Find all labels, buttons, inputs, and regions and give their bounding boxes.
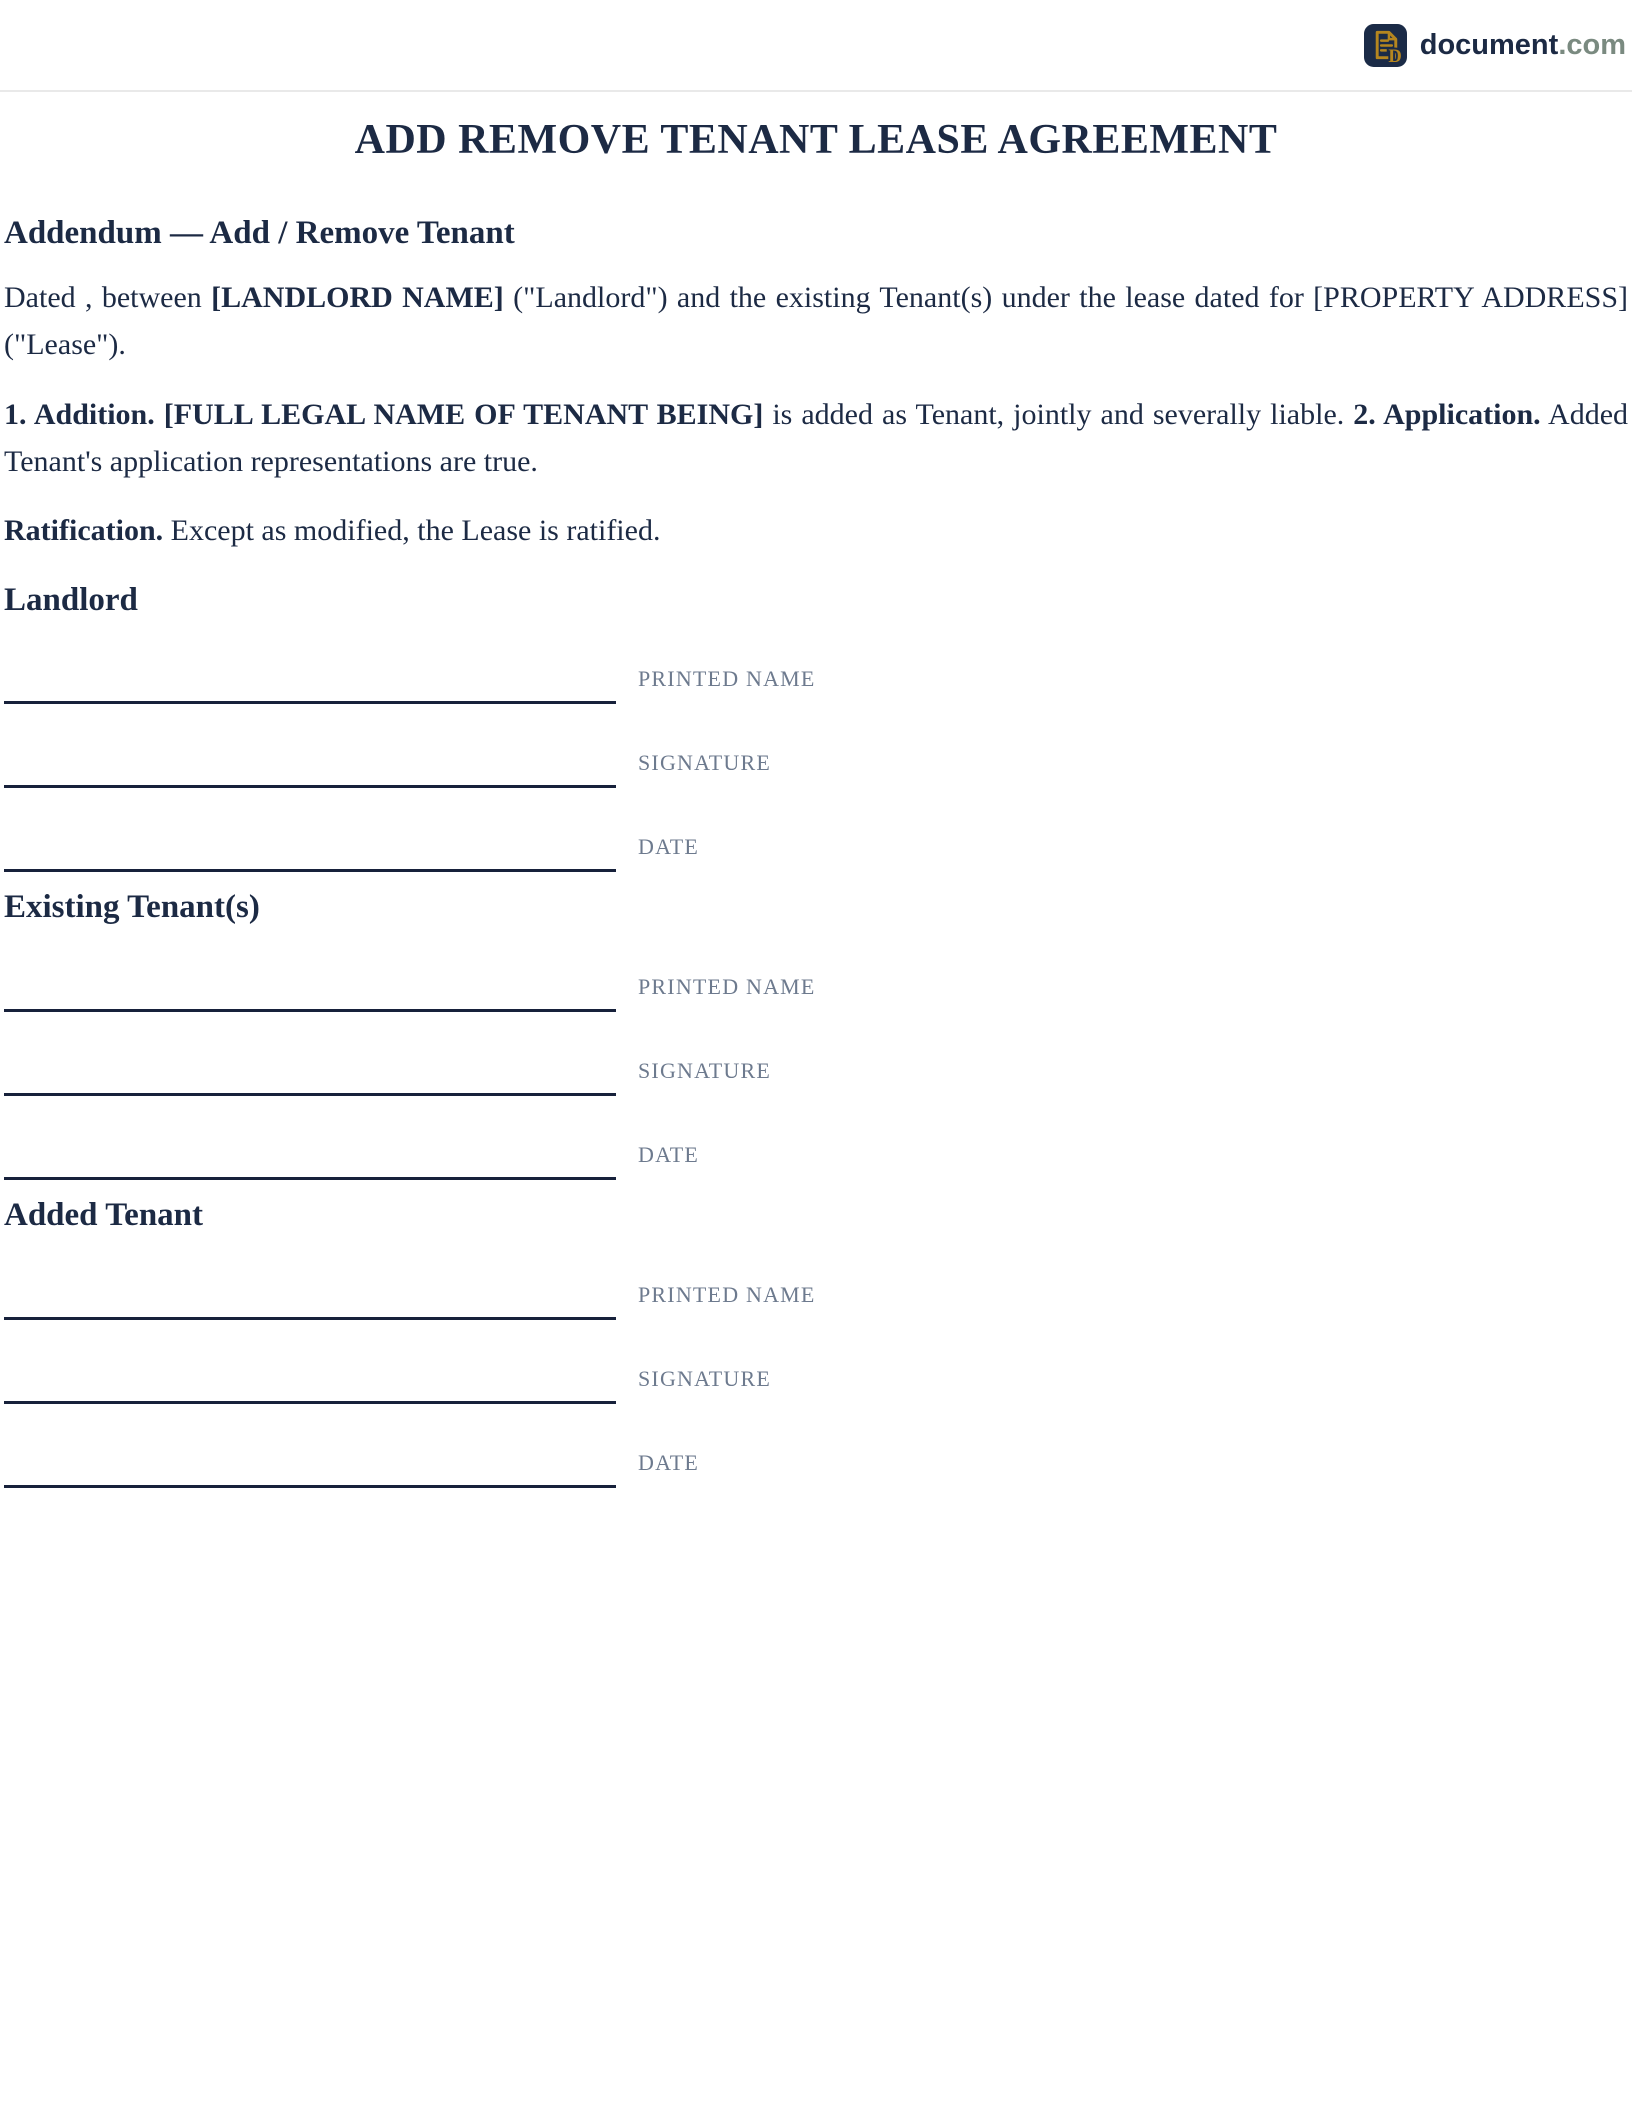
- date-line[interactable]: [4, 788, 616, 872]
- signature-line[interactable]: [4, 1320, 616, 1404]
- brand-logo[interactable]: [1364, 24, 1626, 67]
- signature-label: SIGNATURE: [638, 1365, 772, 1391]
- printed-name-line[interactable]: [4, 1236, 616, 1320]
- signature-row: [4, 1404, 1628, 1488]
- printed-name-label: PRINTED NAME: [638, 666, 816, 692]
- signature-row: [4, 620, 1628, 704]
- signature-section-heading-existing-tenants: Existing Tenant(s): [4, 889, 260, 926]
- date-label: DATE: [638, 834, 700, 860]
- printed-name-label: PRINTED NAME: [638, 1281, 816, 1307]
- signature-section-heading-added-tenant: Added Tenant: [4, 1197, 204, 1234]
- intro-paragraph: [4, 274, 1628, 369]
- signature-label: SIGNATURE: [638, 750, 772, 776]
- addendum-heading: Addendum — Add / Remove Tenant: [4, 215, 515, 252]
- signature-row: [4, 788, 1628, 872]
- document-page: [0, 116, 1632, 1488]
- printed-name-label: PRINTED NAME: [638, 974, 816, 1000]
- date-label: DATE: [638, 1142, 700, 1168]
- addition-paragraph: [4, 391, 1628, 486]
- ratification-paragraph: Ratification. Except as modified, the Lease is ratified.: [4, 514, 661, 548]
- signature-row: [4, 1320, 1628, 1404]
- signature-row: [4, 928, 1628, 1012]
- signature-row: [4, 1236, 1628, 1320]
- document-title: ADD REMOVE TENANT LEASE AGREEMENT: [354, 117, 1278, 163]
- brand-wordmark: [1419, 28, 1626, 61]
- date-label: DATE: [638, 1449, 700, 1475]
- signature-row: [4, 1012, 1628, 1096]
- date-line[interactable]: [4, 1096, 616, 1180]
- signature-line[interactable]: [4, 704, 616, 788]
- signature-line[interactable]: [4, 1012, 616, 1096]
- page-header: [0, 0, 1632, 92]
- paragraph-line: Tenant's application representations are true.: [4, 445, 538, 479]
- printed-name-line[interactable]: [4, 928, 616, 1012]
- printed-name-line[interactable]: [4, 620, 616, 704]
- paragraph-line: ("Lease").: [4, 328, 126, 362]
- brand-name: document: [1419, 28, 1559, 61]
- signature-label: SIGNATURE: [638, 1058, 772, 1084]
- paragraph-line: 1. Addition. [FULL LEGAL NAME OF TENANT BEING] is added as Tenant, jointly and severally liable. 2. Application. Added: [4, 397, 1629, 431]
- date-line[interactable]: [4, 1404, 616, 1488]
- signature-row: [4, 1096, 1628, 1180]
- document-logo-icon: [1364, 24, 1407, 67]
- signature-row: [4, 704, 1628, 788]
- svg-text:D: D: [1388, 45, 1402, 67]
- signature-section-heading-landlord: Landlord: [4, 581, 138, 618]
- brand-tld: .com: [1558, 28, 1626, 61]
- paragraph-line: Dated , between [LANDLORD NAME] ("Landlord") and the existing Tenant(s) under the lease dated for [PROPERTY ADDRESS]: [4, 280, 1629, 314]
